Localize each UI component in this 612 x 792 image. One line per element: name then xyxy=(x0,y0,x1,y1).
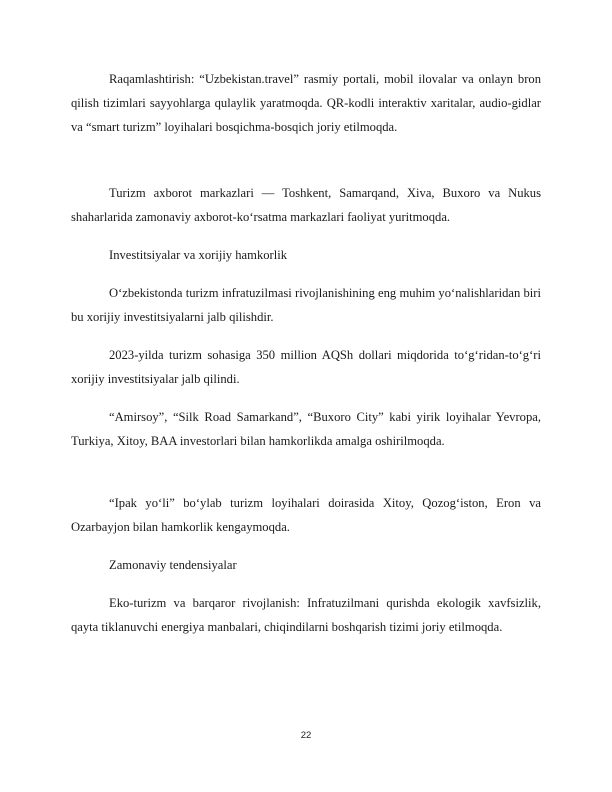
section-heading-trends: Zamonaviy tendensiyalar xyxy=(109,558,237,572)
paragraph-digitalization: Raqamlashtirish: “Uzbekistan.travel” rasmiy portali, mobil ilovalar va onlayn bron qilish tizimlari sayyohlarga qulaylik yaratmoqda. QR-kodli interaktiv xaritalar, audio-gidlar va “smart turizm” loyihalari bosqichma-bosqich joriy etilmoqda. xyxy=(71,72,541,134)
paragraph-eco-tourism: Eko-turizm va barqaror rivojlanish: Infratuzilmani qurishda ekologik xavfsizlik, qayta tiklanuvchi energiya manbalari, chiqindilarni boshqarish tizimi joriy etilmoqda. xyxy=(71,596,541,634)
section-heading-investments: Investitsiyalar va xorijiy hamkorlik xyxy=(109,248,288,262)
page-number: 22 xyxy=(300,730,312,741)
paragraph-silk-road: “Ipak yo‘li” bo‘ylab turizm loyihalari doirasida Xitoy, Qozog‘iston, Eron va Ozarbayjon bilan hamkorlik kengaymoqda. xyxy=(71,496,541,534)
paragraph-foreign-investment: O‘zbekistonda turizm infratuzilmasi rivojlanishining eng muhim yo‘nalishlaridan biri bu xorijiy investitsiyalarni jalb qilishdir. xyxy=(71,286,541,324)
paragraph-info-centers: Turizm axborot markazlari — Toshkent, Samarqand, Xiva, Buxoro va Nukus shaharlarida zamonaviy axborot-ko‘rsatma markazlari faoliyat yuritmoqda. xyxy=(71,186,541,224)
paragraph-2023-investment: 2023-yilda turizm sohasiga 350 million AQSh dollari miqdorida to‘g‘ridan-to‘g‘ri xorijiy investitsiyalar jalb qilindi. xyxy=(71,348,541,386)
paragraph-major-projects: “Amirsoy”, “Silk Road Samarkand”, “Buxoro City” kabi yirik loyihalar Yevropa, Turkiya, Xitoy, BAA investorlari bilan hamkorlikda amalga oshirilmoqda. xyxy=(71,410,541,448)
